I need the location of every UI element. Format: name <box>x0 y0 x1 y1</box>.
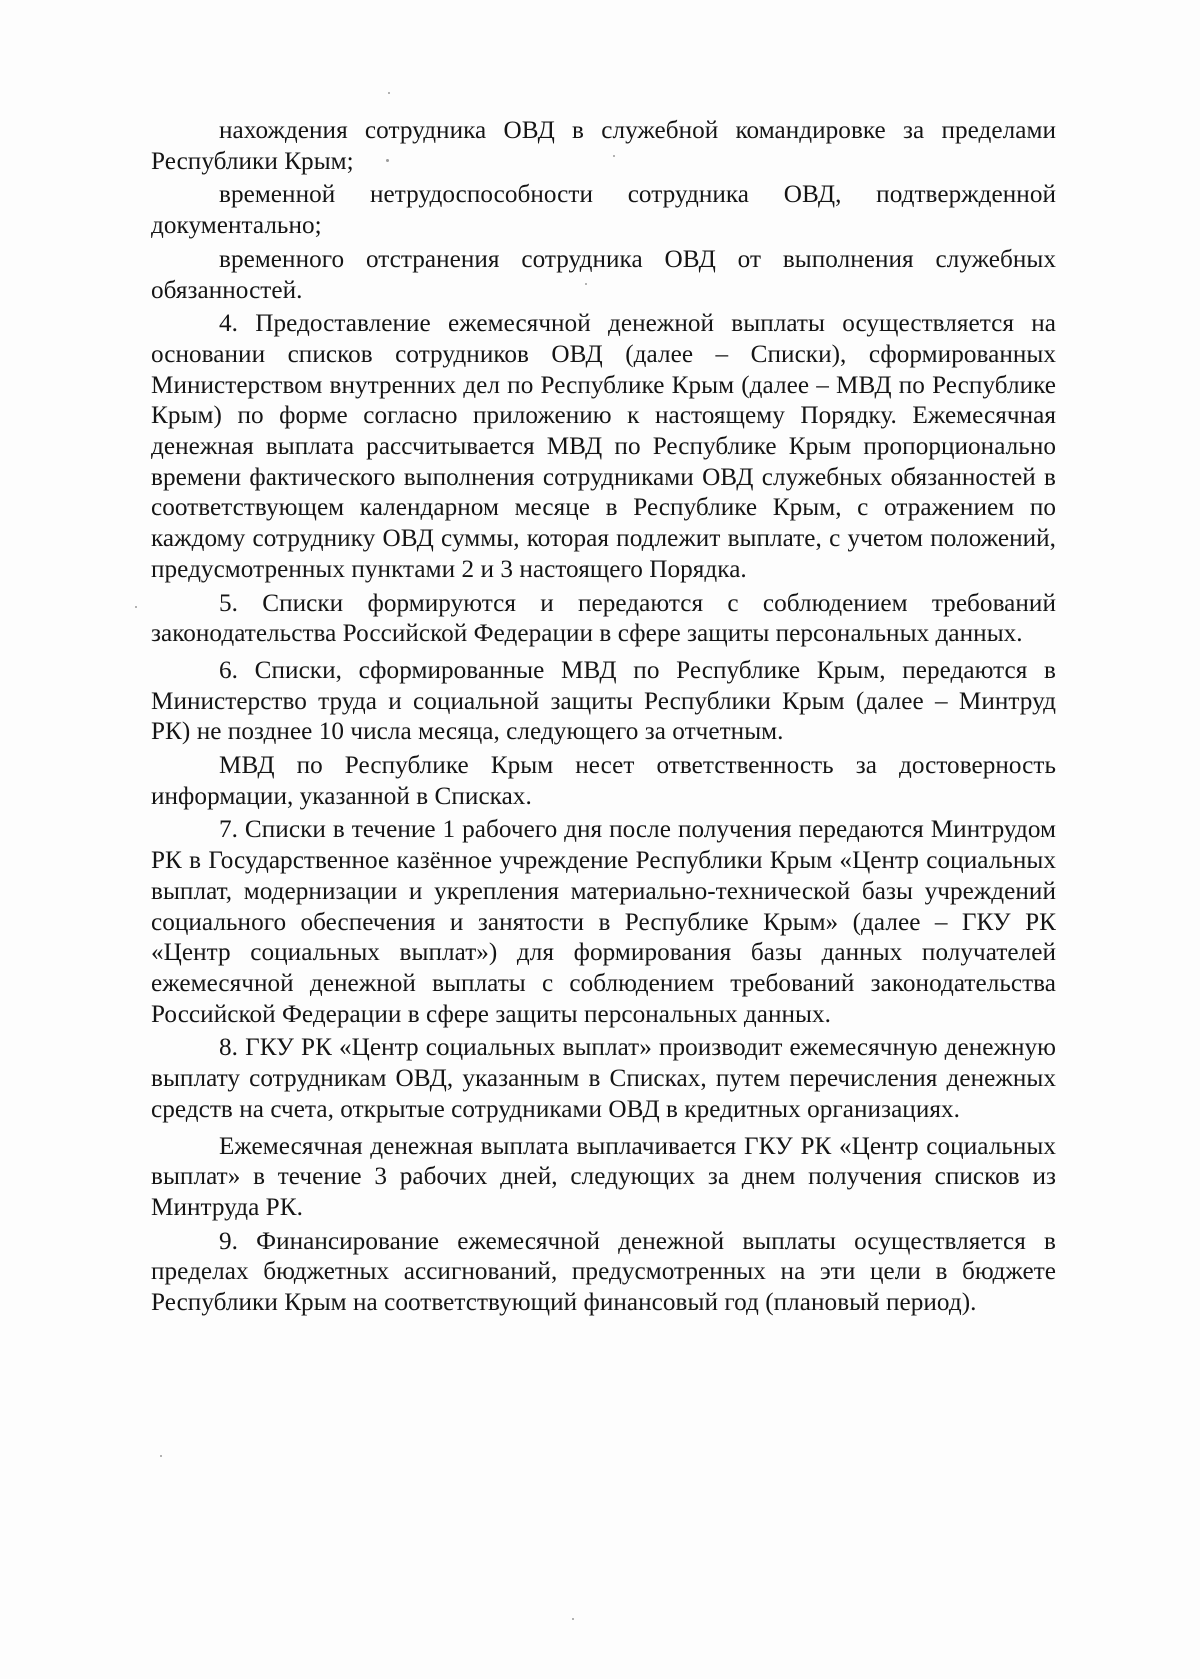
document-body <box>151 116 1056 1319</box>
scan-speck <box>386 159 389 162</box>
paragraph-business-trip: нахождения сотрудника ОВД в служебной командировке за пределами Республики Крым; <box>151 117 1056 175</box>
paragraph-temporary-disability: временной нетрудоспособности сотрудника ОВД, подтвержденной документально; <box>151 181 1056 240</box>
scan-speck <box>572 1618 574 1620</box>
scan-speck <box>613 155 615 157</box>
paragraph-item-8-payment-term: Ежемесячная денежная выплата выплачивается ГКУ РК «Центр социальных выплат» в течение 3 рабочих дней, следующих за днем получения списков из Минтруда РК. <box>151 1132 1056 1221</box>
scan-speck <box>160 1455 162 1457</box>
scan-speck <box>585 283 587 285</box>
scan-speck <box>135 606 137 608</box>
paragraph-item-6: 6. Списки, сформированные МВД по Республике Крым, передаются в Министерство труда и социальной защиты Республики Крым (далее – Минтруд РК) не позднее 10 числа месяца, следующего за отчетным. <box>151 656 1056 746</box>
paragraph-item-9: 9. Финансирование ежемесячной денежной выплаты осуществляется в пределах бюджетных ассигнований, предусмотренных на эти цели в бюджете Республики Крым на соответствующий финансовый год (плановый период). <box>151 1227 1056 1317</box>
paragraph-item-6-responsibility: МВД по Республике Крым несет ответственность за достоверность информации, указанной в Списках. <box>151 752 1056 810</box>
paragraph-item-8: 8. ГКУ РК «Центр социальных выплат» производит ежемесячную денежную выплату сотрудникам ОВД, указанным в Списках, путем перечисления денежных средств на счета, открытые сотрудниками ОВД в кредитных организациях. <box>151 1034 1056 1123</box>
paragraph-item-5: 5. Списки формируются и передаются с соблюдением требований законодательства Российской Федерации в сфере защиты персональных данных. <box>151 589 1056 648</box>
scan-speck <box>388 92 390 94</box>
paragraph-item-4: 4. Предоставление ежемесячной денежной выплаты осуществляется на основании списков сотрудников ОВД (далее – Списки), сформированных Министерством внутренних дел по Республике Крым (далее – МВД по Республике Крым) по форме согласно приложению к настоящему Порядку. Ежемесячная денежная выплата рассчитывается МВД по Республике Крым пропорционально времени фактического выполнения сотрудниками ОВД служебных обязанностей в соответствующем календарном месяце в Республике Крым, с отражением по каждому сотруднику ОВД суммы, которая подлежит выплате, с учетом положений, предусмотренных пунктами 2 и 3 настоящего Порядка. <box>151 310 1056 583</box>
paragraph-temporary-suspension: временного отстранения сотрудника ОВД от выполнения служебных обязанностей. <box>151 245 1056 304</box>
paragraph-item-7: 7. Списки в течение 1 рабочего дня после получения передаются Минтрудом РК в Государственное казённое учреждение Республики Крым «Центр социальных выплат, модернизации и укрепления материально-технической базы учреждений социального обеспечения и занятости в Республике Крым» (далее – ГКУ РК «Центр социальных выплат») для формирования базы данных получателей ежемесячной денежной выплаты с соблюдением требований законодательства Российской Федерации в сфере защиты персональных данных. <box>151 816 1056 1028</box>
